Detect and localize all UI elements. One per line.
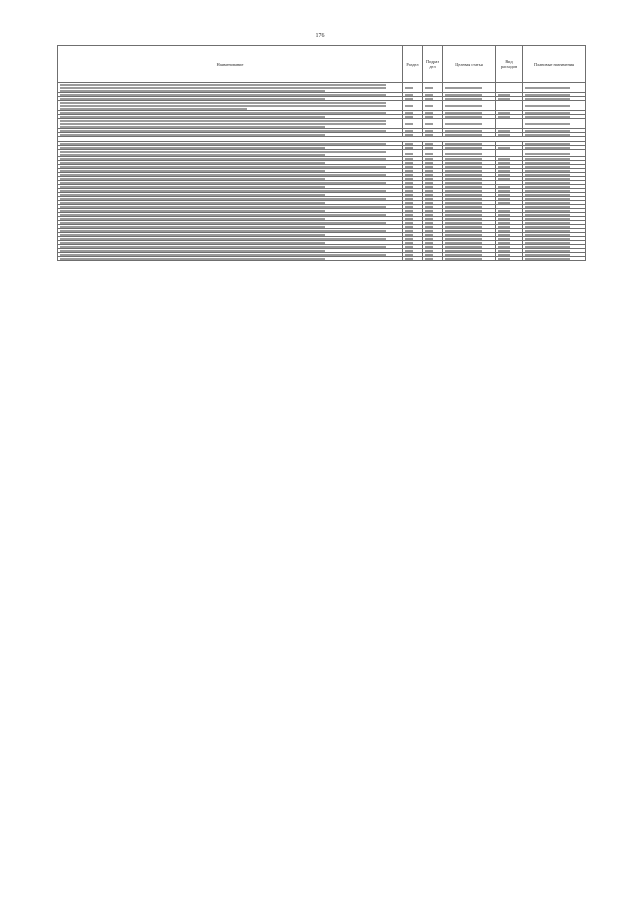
placeholder-line bbox=[525, 153, 570, 155]
placeholder-line bbox=[445, 153, 482, 155]
row-section bbox=[403, 150, 423, 157]
placeholder-line bbox=[445, 258, 482, 260]
row-section bbox=[403, 119, 423, 129]
table-row bbox=[58, 101, 586, 111]
table-row bbox=[58, 83, 586, 93]
row-amount bbox=[523, 83, 586, 93]
placeholder-line bbox=[60, 258, 325, 260]
placeholder-line bbox=[405, 123, 413, 125]
placeholder-line bbox=[60, 120, 386, 122]
row-target bbox=[443, 257, 496, 261]
placeholder-line bbox=[498, 258, 510, 260]
placeholder-line bbox=[60, 151, 386, 153]
placeholder-line bbox=[445, 105, 482, 107]
placeholder-line bbox=[525, 123, 570, 125]
placeholder-line bbox=[445, 123, 482, 125]
row-name bbox=[58, 150, 403, 157]
row-amount bbox=[523, 257, 586, 261]
placeholder-line bbox=[60, 87, 386, 89]
row-kind bbox=[496, 83, 523, 93]
row-amount bbox=[523, 150, 586, 157]
placeholder-line bbox=[425, 123, 433, 125]
placeholder-line bbox=[60, 102, 386, 104]
header-section: Раздел bbox=[403, 46, 423, 83]
row-subsection bbox=[423, 150, 443, 157]
placeholder-line bbox=[405, 258, 413, 260]
header-target: Целевая статья bbox=[443, 46, 496, 83]
placeholder-line bbox=[445, 87, 482, 89]
header-name: Наименование bbox=[58, 46, 403, 83]
row-section bbox=[403, 101, 423, 111]
row-target bbox=[443, 150, 496, 157]
row-name bbox=[58, 119, 403, 129]
placeholder-line bbox=[425, 153, 433, 155]
budget-table bbox=[57, 45, 586, 261]
header-kind: Вид расходов bbox=[496, 46, 523, 83]
row-kind bbox=[496, 119, 523, 129]
row-kind bbox=[496, 101, 523, 111]
placeholder-line bbox=[60, 123, 386, 125]
row-section bbox=[403, 257, 423, 261]
placeholder-line bbox=[60, 105, 386, 107]
row-amount bbox=[523, 119, 586, 129]
row-section bbox=[403, 83, 423, 93]
header-subsection: Подраздел bbox=[423, 46, 443, 83]
placeholder-line bbox=[405, 153, 413, 155]
page-number: 176 bbox=[315, 33, 325, 39]
table-row bbox=[58, 150, 586, 157]
row-name bbox=[58, 257, 403, 261]
placeholder-line bbox=[405, 87, 413, 89]
placeholder-line bbox=[405, 105, 413, 107]
placeholder-line bbox=[60, 84, 386, 86]
placeholder-line bbox=[525, 105, 570, 107]
placeholder-line bbox=[525, 258, 570, 260]
row-kind bbox=[496, 150, 523, 157]
row-subsection bbox=[423, 257, 443, 261]
row-subsection bbox=[423, 101, 443, 111]
row-target bbox=[443, 119, 496, 129]
table-body bbox=[58, 83, 586, 261]
table-header-row bbox=[58, 46, 586, 83]
row-subsection bbox=[423, 119, 443, 129]
placeholder-line bbox=[425, 258, 433, 260]
placeholder-line bbox=[425, 87, 433, 89]
row-target bbox=[443, 83, 496, 93]
placeholder-line bbox=[425, 105, 433, 107]
table-row bbox=[58, 119, 586, 129]
row-name bbox=[58, 83, 403, 93]
row-name bbox=[58, 101, 403, 111]
row-kind bbox=[496, 257, 523, 261]
table-row bbox=[58, 257, 586, 261]
row-target bbox=[443, 101, 496, 111]
row-amount bbox=[523, 101, 586, 111]
row-subsection bbox=[423, 83, 443, 93]
placeholder-line bbox=[525, 87, 570, 89]
header-amount: Плановые назначения bbox=[523, 46, 586, 83]
